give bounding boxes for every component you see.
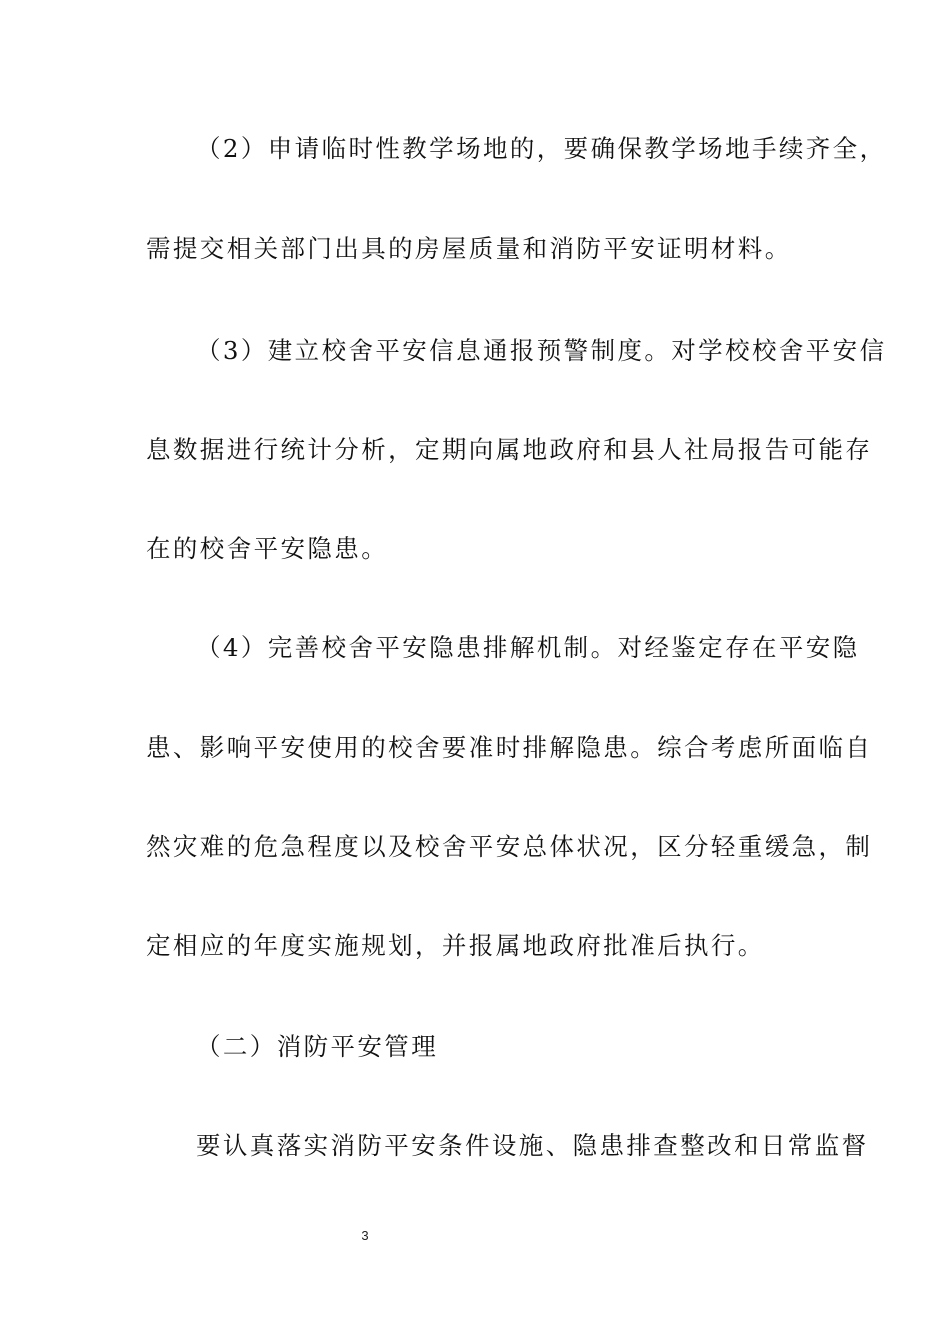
section-heading-fire-safety: （二）消防平安管理 — [196, 1032, 439, 1061]
page-number: 3 — [361, 1228, 369, 1243]
paragraph-line-item-4-line-2: 患、影响平安使用的校舍要准时排解隐患。综合考虑所面临自 — [146, 733, 873, 762]
paragraph-line-item-2-end: 需提交相关部门出具的房屋质量和消防平安证明材料。 — [146, 234, 792, 263]
paragraph-line-item-3-middle: 息数据进行统计分析，定期向属地政府和县人社局报告可能存 — [146, 435, 873, 464]
paragraph-line-item-4-line-3: 然灾难的危急程度以及校舍平安总体状况，区分轻重缓急，制 — [146, 832, 873, 861]
paragraph-line-item-4-start: （4）完善校舍平安隐患排解机制。对经鉴定存在平安隐 — [196, 633, 860, 662]
paragraph-line-item-3-end: 在的校舍平安隐患。 — [146, 534, 389, 563]
paragraph-line-fire-safety-start: 要认真落实消防平安条件设施、隐患排查整改和日常监督 — [196, 1131, 869, 1160]
paragraph-line-item-2-start: （2）申请临时性教学场地的，要确保教学场地手续齐全， — [196, 134, 887, 163]
paragraph-line-item-4-end: 定相应的年度实施规划，并报属地政府批准后执行。 — [146, 931, 765, 960]
paragraph-line-item-3-start: （3）建立校舍平安信息通报预警制度。对学校校舍平安信 — [196, 336, 887, 365]
